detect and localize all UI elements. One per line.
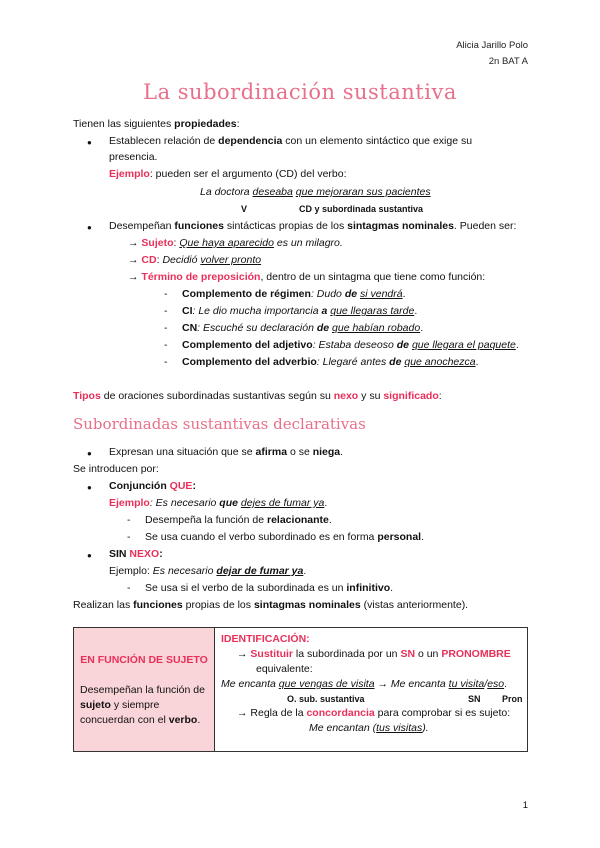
section-title: Subordinadas sustantivas declarativas xyxy=(73,415,366,433)
decl-sin-nexo: ● SIN NEXO: xyxy=(109,547,163,562)
function-cd: → CD: Decidió volver pronto xyxy=(128,254,262,266)
page-title: La subordinación sustantiva xyxy=(143,80,457,104)
intro-line: Tienen las siguientes propiedades: xyxy=(73,118,240,130)
table-left-title: EN FUNCIÓN DE SUJETO xyxy=(80,654,208,666)
table-right-cell xyxy=(215,628,528,752)
identification-rule-2: → Regla de la concordancia para comprobar si es sujeto: xyxy=(237,707,511,719)
label-pron: Pron xyxy=(502,694,523,704)
verb-label: V xyxy=(241,204,248,214)
function-subject: → Sujeto: Que haya aparecido es un milagro. xyxy=(128,237,343,249)
decl-bullet-1: ● Expresan una situación que se afirma o se niega. xyxy=(109,445,343,460)
arrow-icon: → xyxy=(237,707,248,719)
identification-title: IDENTIFICACIÓN: xyxy=(221,633,310,645)
table-left-cell xyxy=(74,628,215,752)
identification-rule-1: → Sustituir la subordinada por un SN o un PRONOMBRE xyxy=(237,648,511,660)
identification-labels xyxy=(221,692,521,706)
decl-example-1: Ejemplo: Es necesario que dejes de fumar ya. xyxy=(109,497,328,509)
sub-item-cn: - CN: Escuché su declaración de que habían robado. xyxy=(182,321,423,336)
document-header xyxy=(456,38,528,70)
sujeto-table xyxy=(73,627,528,752)
identification-example: Me encanta que vengas de visita → Me encanta tu visita/eso. xyxy=(221,678,508,690)
example-sentence: La doctora deseaba que mejoraran sus pacientes xyxy=(200,186,431,198)
tipos-line: Tipos de oraciones subordinadas sustantivas según su nexo y su significado: xyxy=(73,390,442,402)
label-o-sub: O. sub. sustantiva xyxy=(287,694,365,704)
property-1: ● Establecen relación de dependencia con un elemento sintáctico que exige su xyxy=(109,134,472,149)
table-left-desc: Desempeñan la función de sujeto y siempre concuerdan con el verbo. xyxy=(80,684,205,726)
property-1-example: Ejemplo: pueden ser el argumento (CD) del verbo: xyxy=(109,168,347,180)
arrow-icon: → xyxy=(237,648,248,660)
sub-item-adverbio: - Complemento del adverbio: Llegaré antes de que anochezca. xyxy=(182,355,479,370)
decl-intro: Se introducen por: xyxy=(73,463,159,475)
decl-realizan: Realizan las funciones propias de los sintagmas nominales (vistas anteriormente). xyxy=(73,599,469,611)
function-prep-term: → Término de preposición, dentro de un sintagma que tiene como función: xyxy=(128,271,486,283)
course-label: 2n BAT A xyxy=(488,56,528,67)
author-name: Alicia Jarillo Polo xyxy=(456,40,528,51)
sub-item-regimen: - Complemento de régimen: Dudo de si vendrá. xyxy=(182,287,406,302)
decl-dash-3: - Se usa si el verbo de la subordinada es un infinitivo. xyxy=(145,581,393,596)
cd-label: CD y subordinada sustantiva xyxy=(299,204,424,214)
sub-item-adjetivo: - Complemento del adjetivo: Estaba deseoso de que llegara el paquete. xyxy=(182,338,519,353)
property-1-cont: presencia. xyxy=(109,151,158,163)
decl-conjuncion: ● Conjunción QUE: xyxy=(109,479,196,494)
page-number: 1 xyxy=(522,800,528,811)
decl-dash-1: - Desempeña la función de relacionante. xyxy=(145,513,332,528)
decl-example-2: Ejemplo: Es necesario dejar de fumar ya. xyxy=(109,565,307,577)
sub-item-ci: - CI: Le dio mucha importancia a que llegaras tarde. xyxy=(182,304,417,319)
property-2: ● Desempeñan funciones sintácticas propias de los sintagmas nominales. Pueden ser: xyxy=(109,219,516,234)
identification-example-2: Me encantan (tus visitas). xyxy=(309,722,429,734)
decl-dash-2: - Se usa cuando el verbo subordinado es en forma personal. xyxy=(145,530,424,545)
label-sn: SN xyxy=(468,694,481,704)
arrow-icon: → xyxy=(128,254,139,266)
identification-rule-1-cont: equivalente: xyxy=(256,663,313,675)
arrow-icon: → xyxy=(128,271,139,283)
arrow-icon: → xyxy=(128,237,139,249)
